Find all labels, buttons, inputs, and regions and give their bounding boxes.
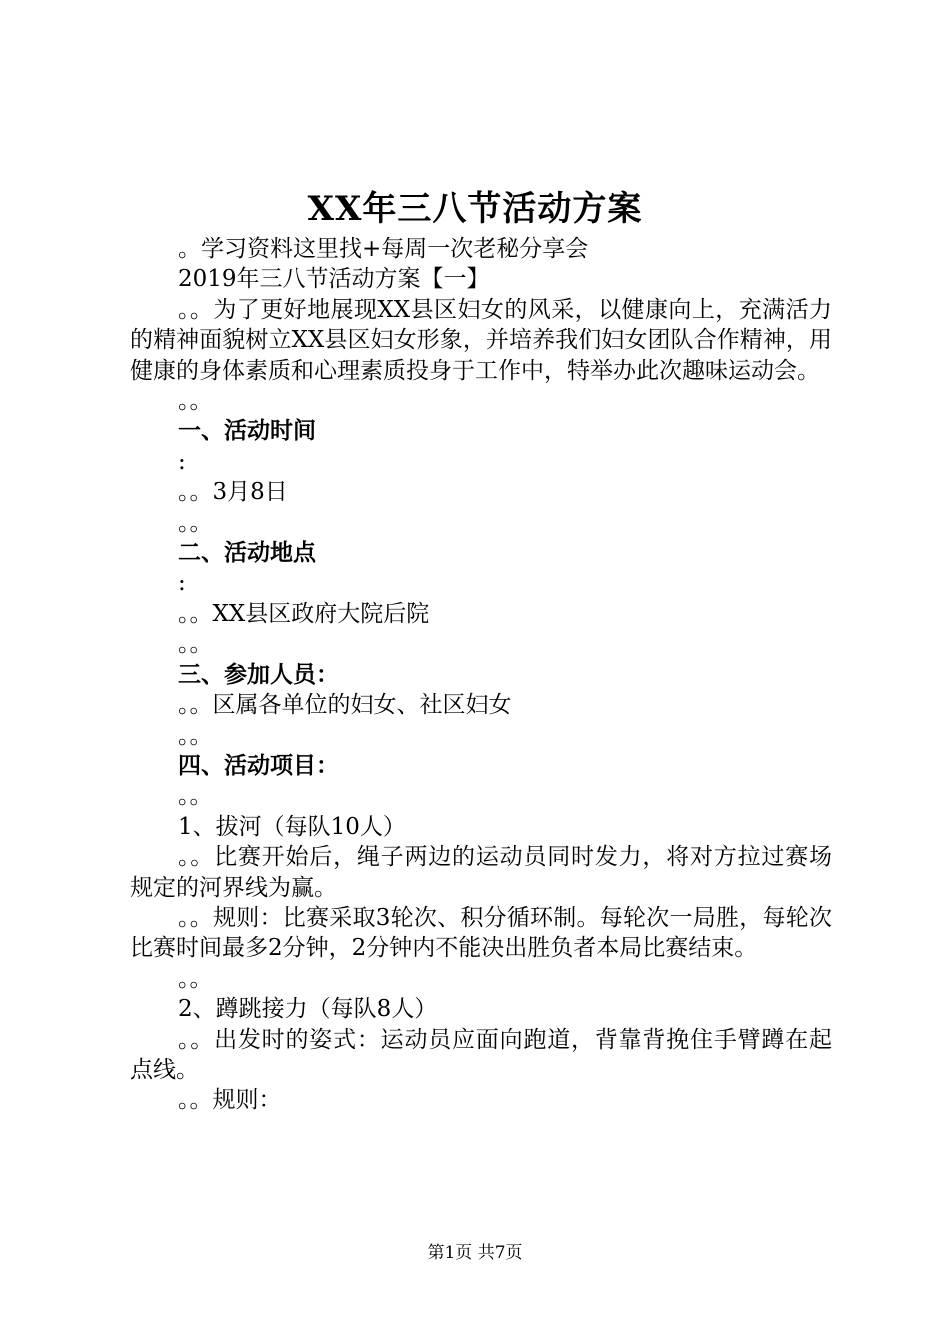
paragraph: 。。规则：	[178, 1087, 282, 1114]
paragraph: 。学习资料这里找+每周一次老秘分享会	[178, 236, 589, 262]
paragraph: 。。	[178, 722, 213, 749]
paragraph: :	[178, 570, 186, 597]
paragraph: 2019年三八节活动方案【一】	[178, 266, 490, 293]
section-heading: 一、活动时间	[178, 417, 316, 445]
subsection-heading: 2、蹲跳接力（每队8人）	[178, 996, 438, 1023]
paragraph: 。。比赛开始后，绳子两边的运动员同时发力，将对方拉过赛场规定的河界线为赢。	[130, 844, 832, 901]
paragraph: 。。XX县区政府大院后院	[178, 600, 430, 627]
paragraph: 。。	[178, 783, 213, 810]
paragraph: 。。区属各单位的妇女、社区妇女	[178, 692, 512, 719]
page-footer: 第1页 共7页	[427, 1243, 523, 1263]
paragraph: 。。	[178, 388, 213, 415]
paragraph: 。。为了更好地展现XX县区妇女的风采，以健康向上，充满活力的精神面貌树立XX县区妇女形象，并培养我们妇女团队合作精神，用健康的身体素质和心理素质投身于工作中，特举办此次趣味运动会。	[130, 296, 832, 384]
paragraph: 。。出发时的姿式：运动员应面向跑道，背靠背挽住手臂蹲在起点线。	[130, 1026, 832, 1083]
document-body	[130, 234, 832, 1116]
paragraph: :	[178, 448, 186, 475]
paragraph: 。。3月8日	[178, 479, 288, 506]
paragraph: 。。规则：比赛采取3轮次、积分循环制。每轮次一局胜，每轮次比赛时间最多2分钟，2分钟内不能决出胜负者本局比赛结束。	[130, 904, 832, 962]
paragraph: 。。	[178, 965, 213, 992]
document-title: XX年三八节活动方案	[307, 189, 643, 229]
section-heading: 四、活动项目：	[178, 751, 339, 779]
paragraph: 。。	[178, 631, 213, 658]
paragraph: 。。	[178, 509, 213, 536]
subsection-heading: 1、拔河（每队10人）	[178, 813, 406, 840]
section-heading: 三、参加人员：	[178, 660, 339, 688]
section-heading: 二、活动地点	[178, 539, 316, 567]
